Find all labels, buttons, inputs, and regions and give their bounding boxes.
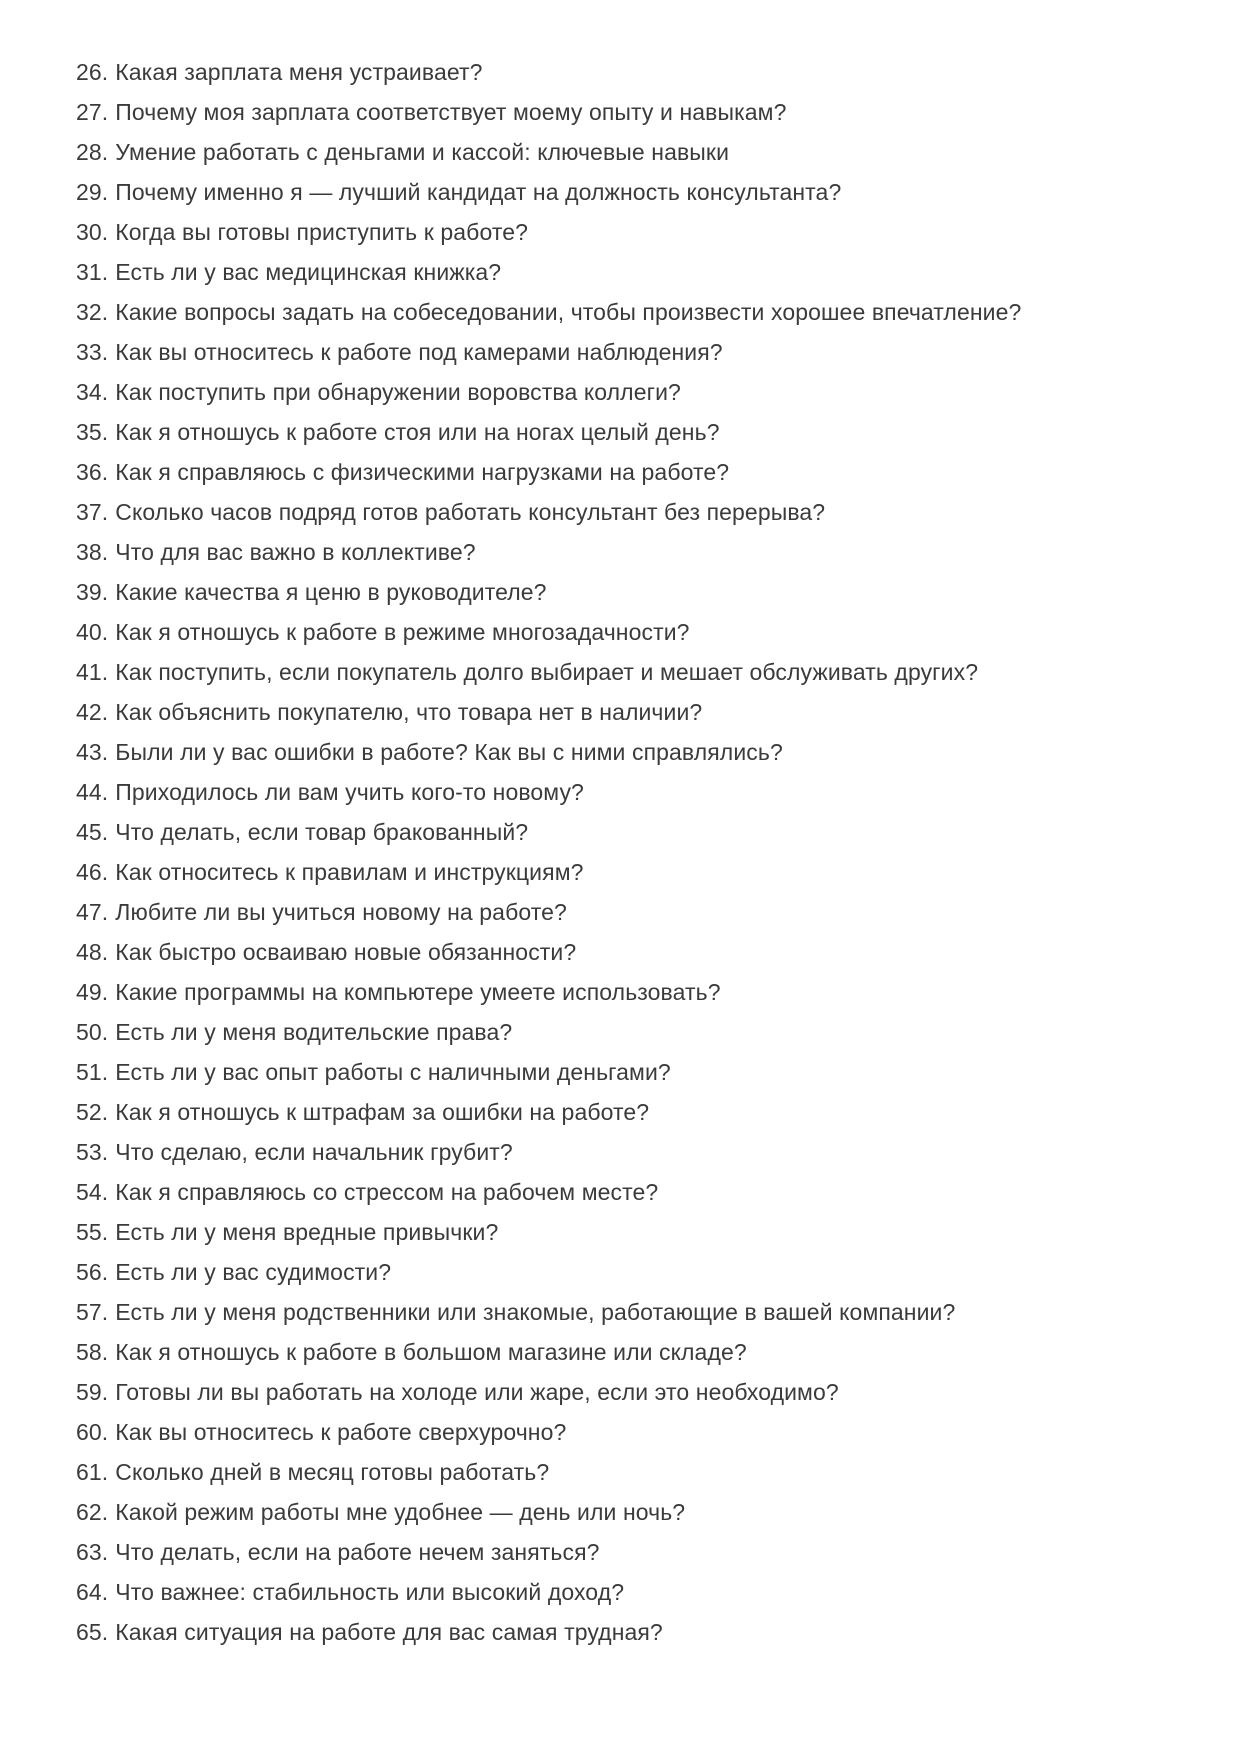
list-item [76, 1492, 1199, 1532]
item-text: Какой режим работы мне удобнее — день или ночь? [115, 1499, 686, 1525]
list-item [76, 52, 1199, 92]
list-item [76, 1252, 1199, 1292]
item-text: Есть ли у меня вредные привычки? [115, 1219, 499, 1245]
item-text: Какие качества я ценю в руководителе? [115, 579, 547, 605]
item-text: Как поступить при обнаружении воровства коллеги? [115, 379, 681, 405]
item-text: Есть ли у меня водительские права? [115, 1019, 513, 1045]
list-item [76, 1092, 1199, 1132]
item-number: 39. [76, 579, 109, 605]
item-number: 30. [76, 219, 109, 245]
item-number: 37. [76, 499, 109, 525]
item-number: 61. [76, 1459, 109, 1485]
item-number: 56. [76, 1259, 109, 1285]
list-item [76, 1612, 1199, 1652]
item-text: Есть ли у вас опыт работы с наличными деньгами? [115, 1059, 671, 1085]
item-number: 29. [76, 179, 109, 205]
item-number: 53. [76, 1139, 109, 1165]
item-text: Как вы относитесь к работе сверхурочно? [115, 1419, 567, 1445]
list-item [76, 852, 1199, 892]
list-item [76, 1412, 1199, 1452]
item-text: Готовы ли вы работать на холоде или жаре, если это необходимо? [115, 1379, 839, 1405]
item-text: Какая ситуация на работе для вас самая трудная? [115, 1619, 663, 1645]
list-item [76, 412, 1199, 452]
item-number: 55. [76, 1219, 109, 1245]
list-item [76, 812, 1199, 852]
list-item [76, 492, 1199, 532]
item-number: 42. [76, 699, 109, 725]
list-item [76, 652, 1199, 692]
item-text: Как вы относитесь к работе под камерами наблюдения? [115, 339, 723, 365]
item-text: Умение работать с деньгами и кассой: ключевые навыки [115, 139, 730, 165]
item-number: 64. [76, 1579, 109, 1605]
item-number: 60. [76, 1419, 109, 1445]
item-text: Что делать, если товар бракованный? [115, 819, 529, 845]
item-text: Были ли у вас ошибки в работе? Как вы с ними справлялись? [115, 739, 783, 765]
item-number: 40. [76, 619, 109, 645]
item-text: Есть ли у вас медицинская книжка? [115, 259, 502, 285]
item-text: Когда вы готовы приступить к работе? [115, 219, 528, 245]
item-text: Как объяснить покупателю, что товара нет в наличии? [115, 699, 703, 725]
item-text: Любите ли вы учиться новому на работе? [115, 899, 567, 925]
list-item [76, 332, 1199, 372]
list-item [76, 692, 1199, 732]
item-text: Что важнее: стабильность или высокий доход? [115, 1579, 625, 1605]
item-number: 49. [76, 979, 109, 1005]
item-text: Какие программы на компьютере умеете использовать? [115, 979, 721, 1005]
item-number: 35. [76, 419, 109, 445]
item-number: 33. [76, 339, 109, 365]
item-text: Как я отношусь к работе стоя или на ногах целый день? [115, 419, 720, 445]
item-number: 32. [76, 299, 109, 325]
list-item [76, 1452, 1199, 1492]
item-number: 43. [76, 739, 109, 765]
list-item [76, 1172, 1199, 1212]
list-item [76, 1012, 1199, 1052]
item-text: Как быстро осваиваю новые обязанности? [115, 939, 577, 965]
list-item [76, 452, 1199, 492]
item-number: 31. [76, 259, 109, 285]
list-item [76, 972, 1199, 1012]
item-text: Как я отношусь к работе в режиме многозадачности? [115, 619, 690, 645]
item-text: Как я отношусь к работе в большом магазине или складе? [115, 1339, 747, 1365]
list-item [76, 732, 1199, 772]
item-text: Какая зарплата меня устраивает? [115, 59, 483, 85]
item-text: Есть ли у вас судимости? [115, 1259, 392, 1285]
item-number: 62. [76, 1499, 109, 1525]
list-item [76, 612, 1199, 652]
item-text: Сколько дней в месяц готовы работать? [115, 1459, 550, 1485]
list-item [76, 132, 1199, 172]
list-item [76, 1132, 1199, 1172]
item-number: 58. [76, 1339, 109, 1365]
item-number: 44. [76, 779, 109, 805]
item-number: 27. [76, 99, 109, 125]
item-number: 65. [76, 1619, 109, 1645]
item-text: Как поступить, если покупатель долго выбирает и мешает обслуживать других? [115, 659, 979, 685]
item-text: Как относитесь к правилам и инструкциям? [115, 859, 584, 885]
item-number: 57. [76, 1299, 109, 1325]
list-item [76, 932, 1199, 972]
item-text: Есть ли у меня родственники или знакомые, работающие в вашей компании? [115, 1299, 956, 1325]
item-text: Почему моя зарплата соответствует моему опыту и навыкам? [115, 99, 787, 125]
list-item [76, 572, 1199, 612]
item-text: Какие вопросы задать на собеседовании, чтобы произвести хорошее впечатление? [115, 299, 1022, 325]
item-number: 54. [76, 1179, 109, 1205]
list-item [76, 1332, 1199, 1372]
item-text: Как я справляюсь с физическими нагрузками на работе? [115, 459, 730, 485]
list-item [76, 1212, 1199, 1252]
item-text: Сколько часов подряд готов работать консультант без перерыва? [115, 499, 826, 525]
list-item [76, 1052, 1199, 1092]
item-text: Что для вас важно в коллективе? [115, 539, 476, 565]
item-number: 41. [76, 659, 109, 685]
item-number: 36. [76, 459, 109, 485]
item-number: 52. [76, 1099, 109, 1125]
item-text: Приходилось ли вам учить кого-то новому? [115, 779, 584, 805]
list-item [76, 212, 1199, 252]
item-number: 46. [76, 859, 109, 885]
item-text: Как я отношусь к штрафам за ошибки на работе? [115, 1099, 650, 1125]
list-item [76, 772, 1199, 812]
list-item [76, 292, 1199, 332]
list-item [76, 172, 1199, 212]
list-item [76, 1532, 1199, 1572]
item-number: 50. [76, 1019, 109, 1045]
list-item [76, 892, 1199, 932]
item-text: Как я справляюсь со стрессом на рабочем месте? [115, 1179, 659, 1205]
list-item [76, 92, 1199, 132]
list-item [76, 372, 1199, 412]
item-number: 63. [76, 1539, 109, 1565]
list-item [76, 1372, 1199, 1412]
list-item [76, 1572, 1199, 1612]
item-number: 48. [76, 939, 109, 965]
item-text: Что делать, если на работе нечем заняться? [115, 1539, 600, 1565]
item-text: Что сделаю, если начальник грубит? [115, 1139, 513, 1165]
list-item [76, 1292, 1199, 1332]
item-number: 51. [76, 1059, 109, 1085]
item-number: 38. [76, 539, 109, 565]
item-number: 59. [76, 1379, 109, 1405]
item-text: Почему именно я — лучший кандидат на должность консультанта? [115, 179, 842, 205]
list-item [76, 532, 1199, 572]
item-number: 28. [76, 139, 109, 165]
item-number: 26. [76, 59, 109, 85]
item-number: 47. [76, 899, 109, 925]
item-number: 45. [76, 819, 109, 845]
item-number: 34. [76, 379, 109, 405]
list-item [76, 252, 1199, 292]
